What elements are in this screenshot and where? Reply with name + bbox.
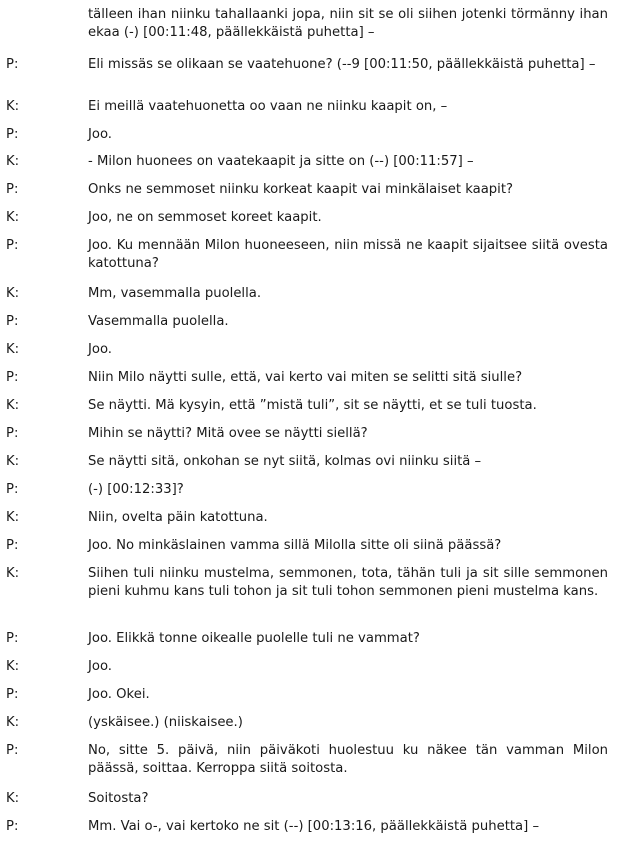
utterance-text: Vasemmalla puolella.	[88, 314, 229, 329]
speaker-label: P:	[6, 426, 19, 441]
utterance-text: Se näytti sitä, onkohan se nyt siitä, kolmas ovi niinku siitä –	[88, 454, 482, 469]
utterance-text: Niin Milo näytti sulle, että, vai kerto vai miten se selitti sitä siulle?	[88, 370, 523, 385]
speaker-label: K:	[6, 210, 20, 225]
utterance-text: Joo. Okei.	[88, 687, 150, 702]
utterance-text: Mm. Vai o-, vai kertoko ne sit (--) [00:13:16, päällekkäistä puhetta] –	[88, 819, 540, 834]
speaker-label: K:	[6, 398, 20, 413]
utterance-text: Onks ne semmoset niinku korkeat kaapit vai minkälaiset kaapit?	[88, 182, 513, 197]
speaker-label: P:	[6, 238, 19, 253]
speaker-label: P:	[6, 687, 19, 702]
speaker-label: P:	[6, 182, 19, 197]
utterance-text: Joo.	[88, 127, 112, 142]
speaker-label: K:	[6, 791, 20, 806]
utterance-text: Joo. Ku mennään Milon huoneeseen, niin missä ne kaapit sijaitsee siitä ovesta katottuna?	[88, 238, 608, 271]
utterance-text: Mihin se näytti? Mitä ovee se näytti siellä?	[88, 426, 368, 441]
speaker-label: P:	[6, 314, 19, 329]
utterance-text: Soitosta?	[88, 791, 149, 806]
utterance-text: (yskäisee.) (niiskaisee.)	[88, 715, 243, 730]
speaker-label: K:	[6, 510, 20, 525]
utterance-text: - Milon huonees on vaatekaapit ja sitte on (--) [00:11:57] –	[88, 154, 474, 169]
speaker-label: K:	[6, 342, 20, 357]
speaker-label: P:	[6, 743, 19, 758]
utterance-text: Joo.	[88, 342, 112, 357]
utterance-text: No, sitte 5. päivä, niin päiväkoti huolestuu ku näkee tän vamman Milon päässä, soittaa. Kerroppa siitä soitosta.	[88, 743, 608, 776]
utterance-text: Joo. Elikkä tonne oikealle puolelle tuli ne vammat?	[88, 631, 420, 646]
utterance-text: Se näytti. Mä kysyin, että ”mistä tuli”, sit se näytti, et se tuli tuosta.	[88, 398, 537, 413]
utterance-text: Joo.	[88, 659, 112, 674]
utterance-text: Mm, vasemmalla puolella.	[88, 286, 262, 301]
speaker-label: K:	[6, 99, 20, 114]
utterance-text: Niin, ovelta päin katottuna.	[88, 510, 268, 525]
utterance-text: tälleen ihan niinku tahallaanki jopa, niin sit se oli siihen jotenki törmänny ihan ekaa (-) [00:11:48, päällekkäistä puhetta] –	[88, 7, 608, 40]
speaker-label: K:	[6, 715, 20, 730]
utterance-text: Joo. No minkäslainen vamma sillä Milolla sitte oli siinä päässä?	[88, 538, 502, 553]
utterance-text: Siihen tuli niinku mustelma, semmonen, tota, tähän tuli ja sit sille semmonen pieni kuhmu kans tuli tohon ja sit tuli tohon semmonen pieni mustelma kans.	[88, 566, 608, 599]
utterance-text: Joo, ne on semmoset koreet kaapit.	[88, 210, 322, 225]
speaker-label: K:	[6, 566, 20, 581]
utterance-text: (-) [00:12:33]?	[88, 482, 184, 497]
speaker-label: P:	[6, 370, 19, 385]
speaker-label: P:	[6, 819, 19, 834]
speaker-label: K:	[6, 454, 20, 469]
speaker-label: P:	[6, 482, 19, 497]
speaker-label: K:	[6, 286, 20, 301]
speaker-label: P:	[6, 631, 19, 646]
utterance-text: Eli missäs se olikaan se vaatehuone? (--9 [00:11:50, päällekkäistä puhetta] –	[88, 57, 596, 72]
utterance-text: Ei meillä vaatehuonetta oo vaan ne niinku kaapit on, –	[88, 99, 448, 114]
speaker-label: P:	[6, 57, 19, 72]
speaker-label: P:	[6, 127, 19, 142]
speaker-label: K:	[6, 154, 20, 169]
speaker-label: P:	[6, 538, 19, 553]
speaker-label: K:	[6, 659, 20, 674]
